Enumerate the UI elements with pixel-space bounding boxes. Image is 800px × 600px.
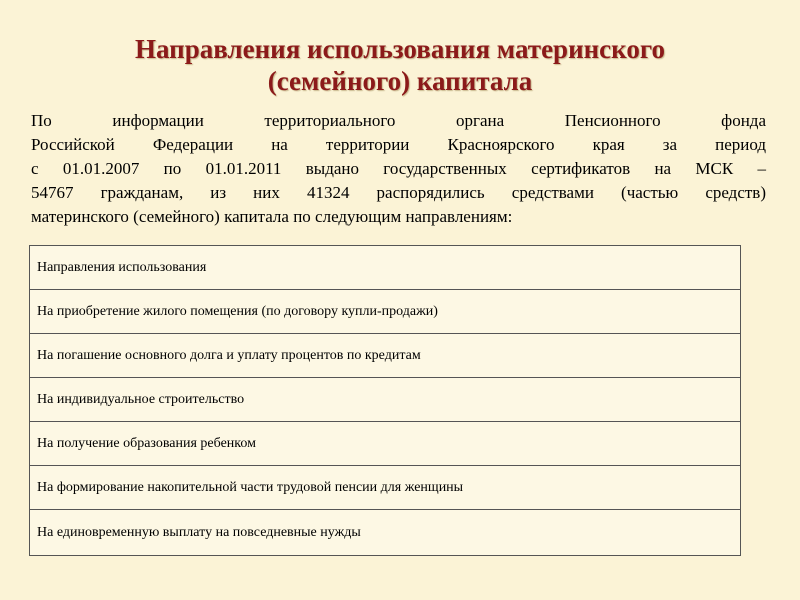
table-header-row [30, 246, 741, 290]
slide-title-line-2: (семейного) капитала [267, 66, 533, 96]
intro-line-1: По информации территориального органа Пенсионного фонда [31, 111, 766, 130]
table-row [30, 334, 741, 378]
intro-line-3: с 01.01.2007 по 01.01.2011 выдано государственных сертификатов на МСК – [31, 159, 766, 178]
table-cell: На индивидуальное строительство [30, 378, 741, 422]
intro-line-5: материнского (семейного) капитала по следующим направлениям: [31, 207, 513, 226]
table-row [30, 510, 741, 556]
table-header-cell: Направления использования [30, 246, 741, 290]
intro-paragraph [31, 109, 766, 229]
table-row [30, 378, 741, 422]
slide-title [0, 33, 800, 97]
table-cell: На погашение основного долга и уплату процентов по кредитам [30, 334, 741, 378]
intro-line-2: Российской Федерации на территории Красноярского края за период [31, 135, 766, 154]
table-row [30, 290, 741, 334]
table-cell: На приобретение жилого помещения (по договору купли-продажи) [30, 290, 741, 334]
intro-line-4: 54767 гражданам, из них 41324 распорядились средствами (частью средств) [31, 183, 766, 202]
usage-directions-table [29, 245, 741, 556]
table-row [30, 466, 741, 510]
table-cell: На формирование накопительной части трудовой пенсии для женщины [30, 466, 741, 510]
table-cell: На единовременную выплату на повседневные нужды [30, 510, 741, 556]
table-row [30, 422, 741, 466]
table-cell: На получение образования ребенком [30, 422, 741, 466]
slide-title-line-1: Направления использования материнского [135, 34, 665, 64]
